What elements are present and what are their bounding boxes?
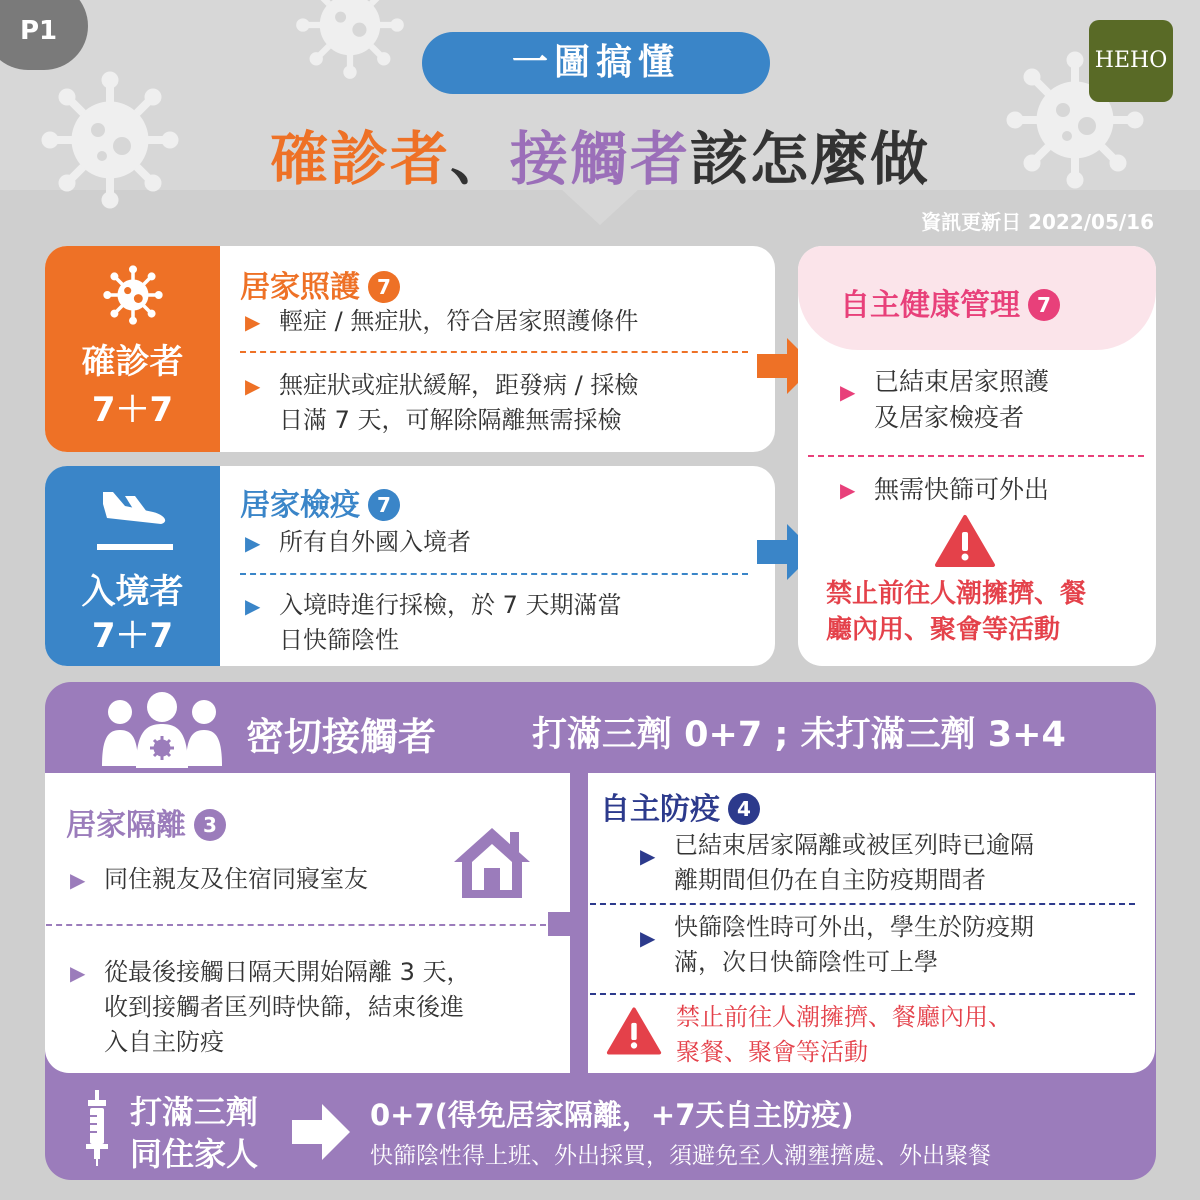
self-prevention-title: 自主防疫	[600, 792, 720, 827]
self-health-heading	[840, 280, 1060, 324]
arrival-tab	[45, 466, 220, 666]
household-note: 快篩陰性得上班、外出採買，須避免至人潮壅擠處、外出聚餐	[370, 1143, 991, 1169]
self-health-days-badge: 7	[1028, 289, 1060, 321]
home-isolation-days-badge: 3	[194, 809, 226, 841]
page-number-badge: P1	[0, 0, 88, 70]
close-contact-rule: 打滿三劑 0+7 ; 未打滿三劑 3+4	[532, 715, 1066, 755]
divider	[590, 993, 1135, 995]
household-label: 打滿三劑 同住家人	[130, 1093, 259, 1173]
virus-icon	[102, 264, 164, 326]
heho-logo: HEHO	[1089, 20, 1173, 102]
title-separator: 、	[449, 125, 510, 193]
home-care-days-badge: 7	[368, 271, 400, 303]
warning-icon	[934, 514, 996, 568]
people-virus-icon	[100, 690, 224, 770]
arrival-tab-days: 7＋7	[91, 616, 174, 656]
syringe-icon	[80, 1090, 114, 1166]
home-quarantine-bullet-2: ▶ 入境時進行採檢，於 7 天期滿當 日快篩陰性	[245, 591, 622, 654]
airplane-landing-icon	[95, 484, 175, 556]
update-date: 資訊更新日 2022/05/16	[921, 210, 1154, 234]
home-quarantine-heading	[240, 480, 400, 524]
home-isolation-title: 居家隔離	[66, 808, 186, 843]
badge-title: 一圖搞懂	[422, 32, 770, 94]
home-care-heading	[240, 262, 400, 306]
divider	[240, 573, 748, 575]
divider	[240, 351, 748, 353]
self-health-bullet-1: ▶ 已結束居家照護 及居家檢疫者	[840, 367, 1050, 433]
self-prevention-bullet-2: ▶ 快篩陰性時可外出，學生於防疫期 滿，次日快篩陰性可上學	[640, 913, 1034, 976]
title-contacts: 接觸者	[510, 125, 691, 193]
close-contact-label: 密切接觸者	[246, 715, 437, 759]
self-health-title: 自主健康管理	[840, 288, 1020, 323]
title-rest: 該怎麼做	[690, 125, 931, 193]
confirmed-tab-days: 7＋7	[91, 390, 174, 430]
confirmed-tab-label: 確診者	[81, 342, 184, 382]
confirmed-tab	[45, 246, 220, 452]
home-quarantine-days-badge: 7	[368, 489, 400, 521]
home-quarantine-bullet-1: ▶ 所有自外國入境者	[245, 528, 471, 556]
divider	[46, 924, 546, 926]
self-prevention-heading	[600, 784, 760, 828]
virus-icon	[295, 0, 405, 80]
divider	[808, 455, 1144, 457]
self-prevention-days-badge: 4	[728, 793, 760, 825]
page-title	[0, 112, 1200, 196]
home-isolation-heading	[66, 800, 226, 844]
arrival-tab-label: 入境者	[81, 572, 184, 612]
self-prevention-bullet-1: ▶ 已結束居家隔離或被匡列時已逾隔 離期間但仍在自主防疫期間者	[640, 831, 1034, 894]
household-policy: 0+7(得免居家隔離，+7天自主防疫)	[370, 1098, 854, 1132]
self-prevention-warning: 禁止前往人潮擁擠、餐廳內用、 聚餐、聚會等活動	[676, 1003, 1012, 1066]
home-isolation-bullet-1: ▶ 同住親友及住宿同寢室友	[70, 865, 368, 893]
home-quarantine-title: 居家檢疫	[240, 488, 360, 523]
self-health-warning: 禁止前往人潮擁擠、餐 廳內用、聚會等活動	[826, 579, 1087, 646]
house-icon	[450, 824, 534, 902]
home-care-title: 居家照護	[240, 270, 360, 305]
divider	[590, 903, 1135, 905]
home-isolation-bullet-2: ▶ 從最後接觸日隔天開始隔離 3 天， 收到接觸者匡列時快篩，結束後進 入自主防疫	[70, 958, 471, 1056]
self-health-bullet-2: ▶ 無需快篩可外出	[840, 475, 1050, 504]
home-care-bullet-1: ▶ 輕症 / 無症狀，符合居家照護條件	[245, 307, 639, 335]
arrow-right-icon	[292, 1104, 352, 1160]
title-confirmed: 確診者	[269, 125, 450, 193]
home-care-bullet-2: ▶ 無症狀或症狀緩解，距發病 / 採檢 日滿 7 天，可解除隔離無需採檢	[245, 371, 639, 434]
warning-icon	[606, 1006, 662, 1056]
